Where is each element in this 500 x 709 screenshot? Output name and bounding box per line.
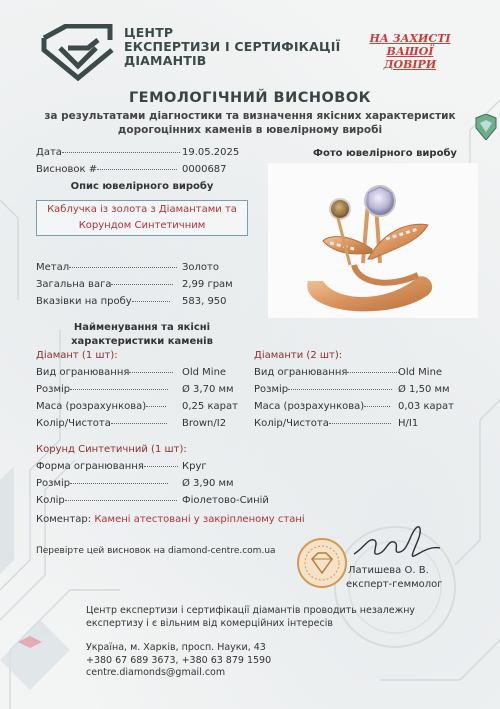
number-value: 0000687: [182, 164, 227, 175]
footer-address: Україна, м. Харків, просп. Науки, 43: [86, 642, 266, 653]
diamond-1-size-dots: [70, 389, 168, 390]
hallmark-dots: [132, 301, 170, 302]
diamond-1-cut-row: [36, 367, 173, 378]
diamond-2-color-value: H/I1: [398, 418, 419, 429]
signature-icon: [344, 520, 444, 564]
number-label: Висновок #: [36, 164, 98, 175]
diamond-2-size-label: Розмір: [254, 384, 289, 395]
corundum-shape-row: [36, 461, 178, 472]
footer-line-2: експертизу і є вільним від комерційних інтересів: [86, 617, 333, 629]
diamond-2-mass-dots: [364, 406, 390, 407]
description-line-2: Корундом Синтетичним: [78, 220, 206, 231]
diamond-2-cut-dots: [347, 372, 399, 373]
corundum-title: Корунд Синтетичний (1 шт):: [36, 444, 187, 455]
description-box: [36, 200, 248, 236]
metal-dots: [69, 267, 177, 268]
weight-label: Загальна вага: [36, 279, 112, 290]
diamond-2-mass-value: 0,03 карат: [398, 401, 454, 412]
weight-row: [36, 279, 173, 290]
diamond-2-size-dots: [288, 389, 392, 390]
description-line-1: Каблучка із золота з Діамантами та: [47, 204, 237, 215]
hallmark-label: Вказівки на пробу: [36, 296, 132, 307]
corundum-shape-value: Круг: [182, 461, 207, 472]
diamond-1-color-row: [36, 418, 167, 429]
brand-line-2: ЕКСПЕРТИЗИ І СЕРТИФІКАЦІЇ: [124, 39, 341, 54]
slogan-stamp: [368, 32, 452, 71]
weight-dots: [111, 284, 173, 285]
number-dots: [97, 169, 177, 170]
footer: [86, 605, 415, 680]
stamp-line-2: ВАШОЇ: [386, 45, 434, 58]
diamond-1-mass-label: Маса (розрахункова): [36, 401, 147, 412]
corundum-size-value: Ø 3,90 мм: [182, 478, 234, 489]
diamond-2-mass-label: Маса (розрахункова): [254, 401, 365, 412]
footer-email: centre.diamonds@gmail.com: [86, 667, 226, 678]
diamond-1-color-value: Brown/I2: [182, 418, 227, 429]
comment-value: Камені атестовані у закріпленому стані: [94, 514, 305, 525]
diamond-1-size-value: Ø 3,70 мм: [182, 384, 234, 395]
corundum-color-value: Фіолетово-Синій: [182, 495, 269, 506]
comment-label: Коментар:: [36, 514, 92, 525]
brand-name: [124, 26, 340, 68]
brand-line-3: ДІАМАНТІВ: [124, 53, 207, 68]
date-row: [36, 147, 180, 158]
date-label: Дата: [36, 147, 62, 158]
diamond-1-size-label: Розмір: [36, 384, 71, 395]
verify-text: Перевірте цей висновок на diamond-centre.com.ua: [36, 546, 276, 556]
signer-name: Латишева О. В.: [348, 565, 429, 576]
diamond-1-title: Діамант (1 шт):: [36, 350, 118, 361]
subtitle-line-2: дорогоцінних каменів в ювелірному виробі: [117, 124, 383, 136]
photo-label: Фото ювелірного виробу: [313, 148, 457, 159]
brand-line-1: ЦЕНТР: [124, 25, 174, 40]
diamond-1-color-label: Колір/Чистота: [36, 418, 111, 429]
diamond-1-color-dots: [111, 423, 167, 424]
diamond-2-size-value: Ø 1,50 мм: [398, 384, 450, 395]
stones-heading-line-1: Найменування та якісні: [73, 322, 211, 333]
diamond-1-mass-dots: [146, 406, 166, 407]
footer-line-1: Центр експертизи і сертифікації діамантів проводить незалежну: [86, 605, 416, 616]
corundum-shape-label: Форма огранювання: [36, 461, 144, 472]
number-row: [36, 164, 177, 175]
diamond-1-mass-value: 0,25 карат: [182, 401, 238, 412]
document-subtitle: [0, 109, 500, 137]
diamond-2-color-label: Колір/Чистота: [254, 418, 329, 429]
hallmark-row: [36, 296, 170, 307]
diamond-2-color-row: [254, 418, 391, 429]
diamond-2-cut-label: Вид огранювання: [254, 367, 348, 378]
stamp-line-3: ДОВІРИ: [383, 58, 437, 71]
diamond-2-color-dots: [329, 423, 391, 424]
corundum-color-label: Колір: [36, 495, 65, 506]
corundum-size-label: Розмір: [36, 478, 71, 489]
weight-value: 2,99 грам: [182, 279, 233, 290]
diamond-2-cut-row: [254, 367, 399, 378]
diamond-1-mass-row: [36, 401, 166, 412]
diamond-1-size-row: [36, 384, 168, 395]
diamond-2-mass-row: [254, 401, 390, 412]
corundum-shape-dots: [144, 466, 178, 467]
diamond-2-size-row: [254, 384, 392, 395]
diamond-logo-icon: [38, 24, 118, 82]
corundum-size-row: [36, 478, 168, 489]
date-dots: [62, 152, 180, 153]
metal-label: Метал: [36, 262, 70, 273]
description-heading: Опис ювелірного виробу: [70, 181, 214, 192]
metal-value: Золото: [182, 262, 219, 273]
gold-seal-icon: [296, 537, 348, 589]
date-value: 19.05.2025: [182, 147, 240, 158]
metal-row: [36, 262, 177, 273]
diamond-1-cut-label: Вид огранювання: [36, 367, 130, 378]
hologram-sticker-icon: [474, 114, 498, 140]
comment-row: [36, 514, 305, 525]
diamond-1-cut-dots: [129, 372, 173, 373]
corundum-color-dots: [65, 500, 177, 501]
signer-title: експерт-геммолог: [346, 579, 443, 590]
corundum-size-dots: [70, 483, 168, 484]
hallmark-value: 583, 950: [182, 296, 227, 307]
stones-heading: [36, 321, 248, 349]
stamp-line-1: НА ЗАХИСТІ: [369, 32, 451, 45]
diamond-2-cut-value: Old Mine: [398, 367, 443, 378]
corundum-color-row: [36, 495, 177, 506]
diamond-1-cut-value: Old Mine: [182, 367, 227, 378]
document-title: ГЕМОЛОГІЧНИЙ ВИСНОВОК: [128, 90, 372, 106]
subtitle-line-1: за результатами діагностики та визначення якісних характеристик: [44, 110, 456, 122]
stones-heading-line-2: характеристики каменів: [71, 336, 213, 347]
diamond-2-title: Діаманти (2 шт):: [254, 350, 343, 361]
ring-photo: [268, 163, 478, 318]
footer-phones: +380 67 689 3673, +380 63 879 1590: [86, 654, 272, 666]
